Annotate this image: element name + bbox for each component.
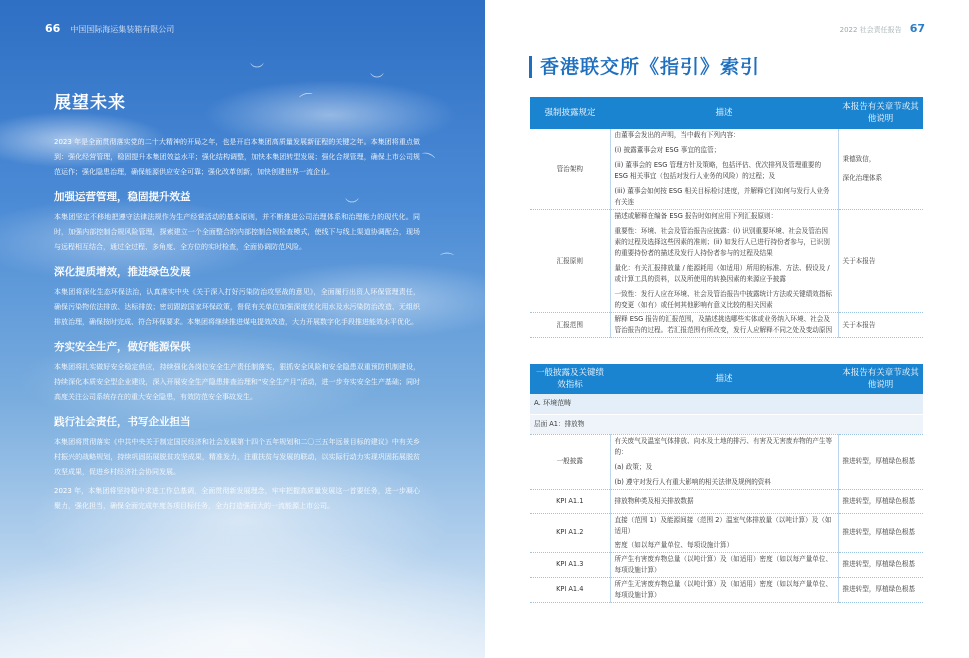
seagull-icon: ︶	[370, 73, 384, 89]
table-header-row	[530, 97, 923, 129]
row-reference: 推进转型，厚植绿色根基	[838, 513, 923, 552]
section-body: 本集团将扎实做好安全稳定供应，持续强化各岗位安全生产责任制落实，狠抓安全风险和安全隐患双重预防机制建设，持续深化本质安全型企业建设，深入开展安全生产隐患排查治理和“安全生产月”活动，进一步夯实安全生产基础；同时高度关注公司系统存在的重大安全隐患，有效防范安全事故发生。	[54, 363, 420, 401]
description-line: 一致性：发行人应在环境、社会及管治报告中披露统计方法或关键绩效指标的变更（如有）或任何其他影响有意义比较的相关因素	[614, 290, 833, 309]
row-label: KPI A1.4	[530, 577, 610, 602]
seagull-icon: ⌒	[298, 91, 317, 111]
table-row	[530, 434, 923, 489]
row-reference: 推进转型，厚植绿色根基	[838, 577, 923, 602]
outlook-closing: 2023 年，本集团将坚持稳中求进工作总基调，全面贯彻新发展理念，牢牢把握高质量发展这一首要任务，进一步凝心聚力，强化担当，确保全面完成年度各项目标任务，全力打造强而大的一流能源上市公司。	[54, 487, 420, 510]
right-header-text: 2022 社会责任报告	[839, 26, 902, 34]
row-description	[610, 513, 838, 552]
right-page-header	[840, 22, 925, 35]
table-row	[530, 313, 923, 338]
section-body: 本集团将贯彻落实《中共中央关于制定国民经济和社会发展第十四个五年规划和二〇三五年远景目标的建议》中有关乡村振兴的战略规划，持续巩固拓展脱贫攻坚成果，精准发力，注重扶贫与发展的联动，以实际行动力实现巩固拓展脱贫攻坚成果，促进乡村经济社会协同发展。	[54, 438, 420, 476]
description-line: 量化：有关汇报排放量 / 能源耗用（如适用）所用的标准、方法、假设及 / 或计算工具的资料，以及所使用的转换因素的来源应予披露	[614, 264, 830, 283]
left-page-header	[45, 22, 174, 35]
row-description: 排放物种类及相关排放数据	[610, 489, 838, 513]
row-label: KPI A1.3	[530, 552, 610, 577]
row-label: 汇报原则	[530, 210, 610, 313]
description-line: 描述或解释在编备 ESG 报告时如何应用下列汇报原则：	[614, 212, 778, 220]
description-line: 有关废气及温室气体排放、向水及土地的排污、有害及无害废弃物的产生等的：	[614, 436, 833, 456]
table-row	[530, 577, 923, 602]
description-line: 重要性：环境、社会及管治报告应披露：(i) 识别重要环境、社会及管治因素的过程及选择这些因素的准则；(ii) 如发行人已进行持份者参与，已识别的重要持份者的描述及发行人持份者参与的过程及结果	[614, 227, 830, 257]
table-row	[530, 129, 923, 210]
row-label: KPI A1.2	[530, 513, 610, 552]
column-header: 一般披露及关键绩效指标	[530, 364, 610, 394]
section-heading: 践行社会责任，书写企业担当	[54, 416, 191, 428]
description-line: (b) 遵守对发行人有重大影响的相关法律及规例的资料	[614, 477, 771, 486]
row-reference: 关于本报告	[838, 313, 923, 338]
row-description	[610, 129, 838, 210]
mandatory-disclosure-table	[530, 97, 923, 338]
seagull-icon: ⌒	[440, 253, 454, 269]
table-header-row	[530, 364, 923, 394]
table-row	[530, 552, 923, 577]
left-header-text: 中国国际海运集装箱有限公司	[70, 25, 175, 34]
outlook-intro: 2023 年是全面贯彻落实党的二十大精神的开局之年，也是开启本集团高质量发展新征程的关键之年。本集团将重点做到：强化经营管理，稳固提升本集团效益水平；强化结构调整，加快本集团转型发展；强化合规管理，确保上市公司规范运作；强化隐患治理，确保能源供应安全可靠；强化改革创新，加快创建世界一流企业。	[54, 138, 420, 176]
column-header: 描述	[610, 364, 838, 394]
row-label: 管治架构	[530, 129, 610, 210]
section-body: 本集团坚定不移地把遵守法律法规作为生产经营活动的基本原则，并不断推进公司治理体系和治理能力的现代化。同时，加强内部控制合规风险管理，探索建立一个全面整合的内部控制合规检查模式，使线下与线上渠道协调配合，现场与远程相互结合，通过全过程、多角度、全方位的实时检查，全面协调防范风险。	[54, 213, 420, 251]
column-header: 描述	[610, 97, 838, 129]
seagull-icon: ︶	[345, 198, 359, 214]
row-reference: 推进转型，厚植绿色根基	[838, 434, 923, 489]
section-label: A. 环境范畴	[530, 394, 923, 414]
section-body: 本集团将深化生态环保法治，认真落实中央《关于深入打好污染防治攻坚战的意见》，全面履行出资人环保管理责任，确保污染物依法排放、达标排放；密切跟踪国家环保政策，督促有关单位加强深度优化用水及水污染防治改造、无组织排放治理，确保按时完成、符合环保要求。本集团将继续推进煤电提效改造，大力开展数字化手段推进能效水平优化。	[54, 288, 420, 326]
row-reference: 推进转型，厚植绿色根基	[838, 552, 923, 577]
row-reference: 关于本报告	[838, 210, 923, 313]
left-page-number: 66	[45, 22, 61, 35]
description-line: (ii) 董事会的 ESG 管理方针及策略，包括评估、优次排列及管理重要的 ESG 相关事宜（包括对发行人业务的风险）的过程；及	[614, 161, 822, 180]
description-line: 由董事会发出的声明，当中载有下列内容：	[614, 131, 740, 139]
index-title: 香港联交所《指引》索引	[529, 56, 760, 78]
kpi-disclosure-table	[530, 364, 923, 603]
reference-line: 秉德致信，	[842, 155, 876, 163]
row-description	[610, 210, 838, 313]
description-line: 密度（如以每产量单位、每项设施计算）	[614, 540, 734, 549]
row-reference	[838, 129, 923, 210]
reference-line: 深化治理体系	[842, 174, 883, 182]
column-header: 本报告有关章节或其他说明	[838, 364, 923, 394]
outlook-title: 展望未来	[54, 93, 126, 113]
outlook-content	[54, 88, 420, 518]
row-label: 一般披露	[530, 434, 610, 489]
description-line: (i) 披露董事会对 ESG 事宜的监管；	[614, 146, 721, 154]
seagull-icon: ︶	[250, 63, 264, 79]
row-description: 解释 ESG 报告的汇报范围，及描述挑选哪些实体或业务纳入环境、社会及管治报告的过程。若汇报范围有所改变，发行人应解释不同之处及变动原因	[610, 313, 838, 338]
row-label: KPI A1.1	[530, 489, 610, 513]
description-line: (iii) 董事会如何按 ESG 相关目标检讨进度，并解释它们如何与发行人业务有关连	[614, 187, 830, 206]
section-row	[530, 394, 923, 414]
table-row	[530, 513, 923, 552]
row-description: 所产生无害废弃物总量（以吨计算）及（如适用）密度（如以每产量单位、每项设施计算）	[610, 577, 838, 602]
row-label: 汇报范围	[530, 313, 610, 338]
column-header: 本报告有关章节或其他说明	[838, 97, 923, 129]
section-heading: 加强运营管理，稳固提升效益	[54, 191, 191, 203]
row-description	[610, 434, 838, 489]
subsection-row	[530, 414, 923, 434]
description-line: (a) 政策；及	[614, 462, 653, 471]
right-page	[485, 0, 969, 658]
section-heading: 深化提质增效，推进绿色发展	[54, 266, 191, 278]
table-row	[530, 210, 923, 313]
row-description: 所产生有害废弃物总量（以吨计算）及（如适用）密度（如以每产量单位、每项设施计算）	[610, 552, 838, 577]
column-header: 强制披露规定	[530, 97, 610, 129]
table-row	[530, 489, 923, 513]
row-reference: 推进转型，厚植绿色根基	[838, 489, 923, 513]
section-heading: 夯实安全生产，做好能源保供	[54, 341, 191, 353]
description-line: 直接（范围 1）及能源间接（范围 2）温室气体排放量（以吨计算）及（如适用）	[614, 515, 832, 535]
subsection-label: 层面 A1：排放物	[530, 414, 923, 434]
right-page-number: 67	[909, 22, 925, 35]
seagull-icon: ⌒	[417, 151, 436, 171]
